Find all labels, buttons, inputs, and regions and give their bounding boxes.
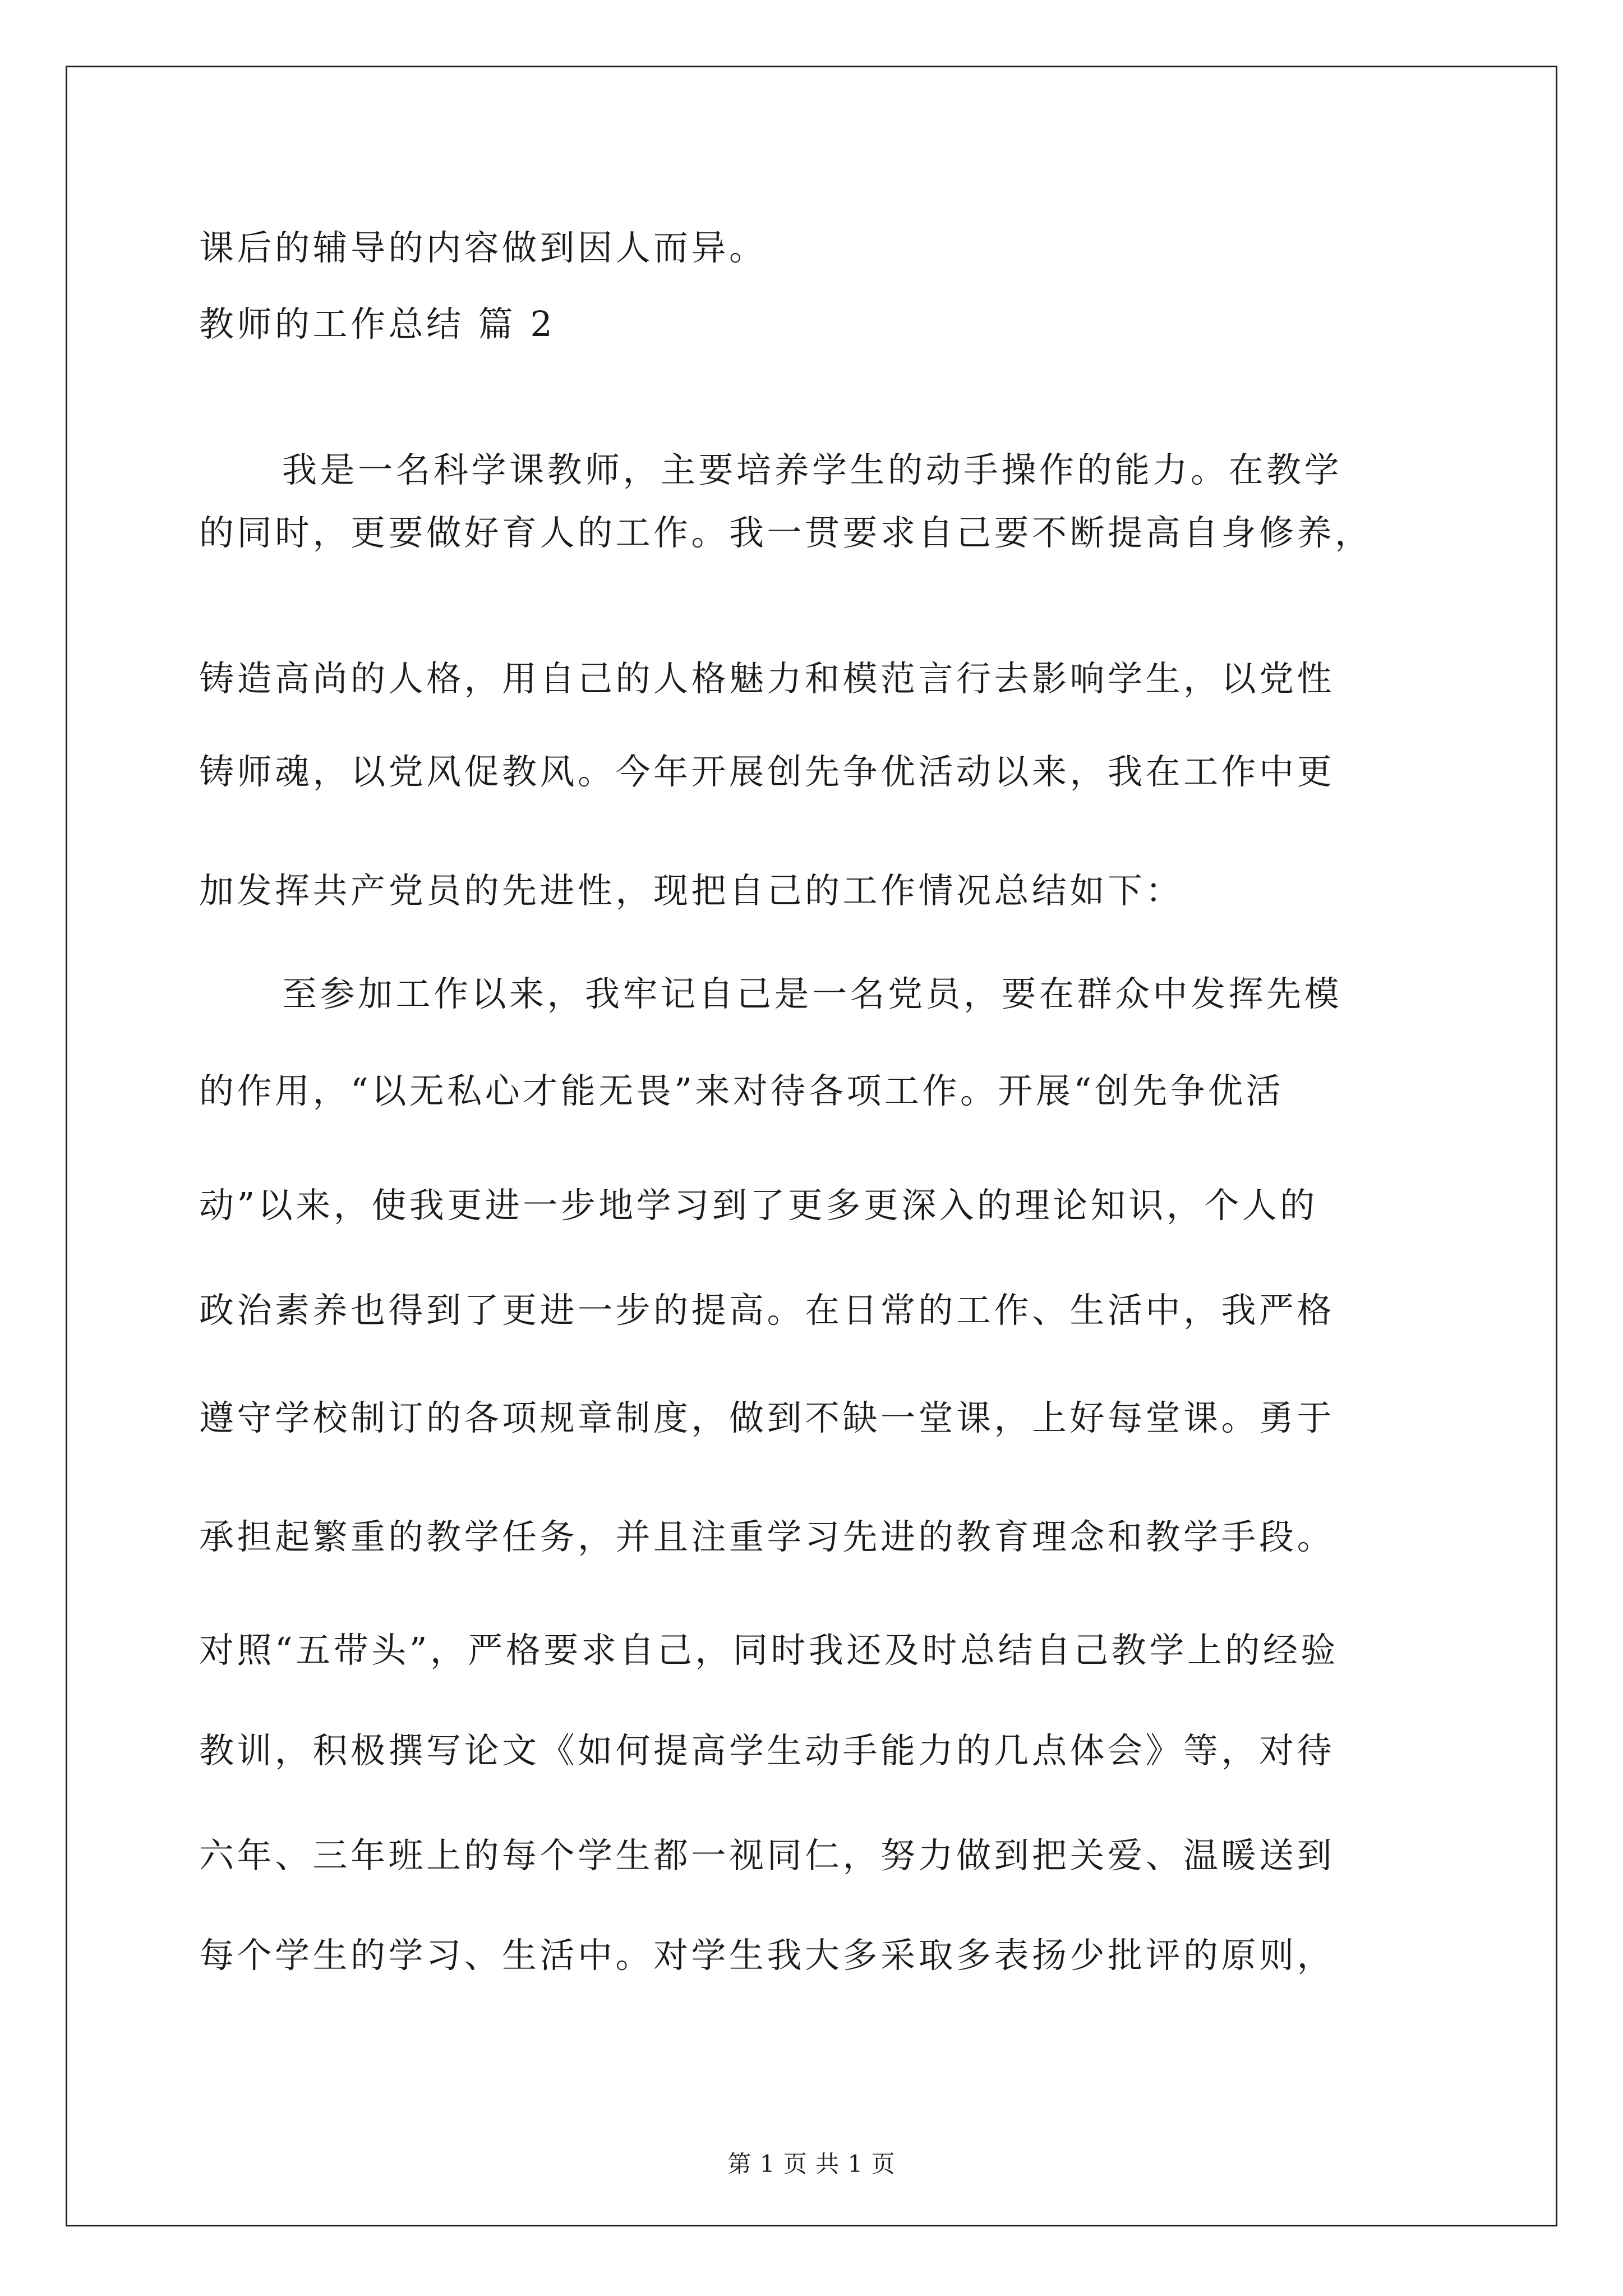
text-line: 政治素养也得到了更进一步的提高。在日常的工作、生活中，我严格 [199, 1290, 1335, 1331]
text-line: 六年、三年班上的每个学生都一视同仁，努力做到把关爱、温暖送到 [199, 1835, 1335, 1876]
text-line: 铸造高尚的人格，用自己的人格魅力和模范言行去影响学生，以党性 [199, 658, 1335, 699]
section-heading: 教师的工作总结 篇 2 [199, 303, 556, 344]
text-line: 承担起繁重的教学任务，并且注重学习先进的教育理念和教学手段。 [199, 1516, 1335, 1557]
text-line: 加发挥共产党员的先进性，现把自己的工作情况总结如下： [199, 870, 1184, 911]
text-line: 课后的辅导的内容做到因人而异。 [199, 227, 767, 268]
text-line: 对照“五带头”，严格要求自己，同时我还及时总结自己教学上的经验 [199, 1630, 1339, 1671]
text-line: 至参加工作以来，我牢记自己是一名党员，要在群众中发挥先模 [282, 973, 1343, 1014]
text-line: 动”以来，使我更进一步地学习到了更多更深入的理论知识，个人的 [199, 1185, 1318, 1226]
text-line: 我是一名科学课教师，主要培养学生的动手操作的能力。在教学 [282, 449, 1343, 490]
text-line: 遵守学校制订的各项规章制度，做到不缺一堂课，上好每堂课。勇于 [199, 1397, 1335, 1438]
text-line: 每个学生的学习、生活中。对学生我大多采取多表扬少批评的原则， [199, 1935, 1335, 1976]
text-line: 的同时，更要做好育人的工作。我一贯要求自己要不断提高自身修养， [199, 512, 1373, 553]
text-line: 铸师魂，以党风促教风。今年开展创先争优活动以来，我在工作中更 [199, 751, 1335, 792]
text-line: 教训，积极撰写论文《如何提高学生动手能力的几点体会》等，对待 [199, 1730, 1335, 1771]
page-footer: 第 1 页 共 1 页 [727, 2150, 896, 2178]
page-border [66, 66, 1557, 2226]
text-line: 的作用，“以无私心才能无畏”来对待各项工作。开展“创先争优活 [199, 1070, 1284, 1111]
